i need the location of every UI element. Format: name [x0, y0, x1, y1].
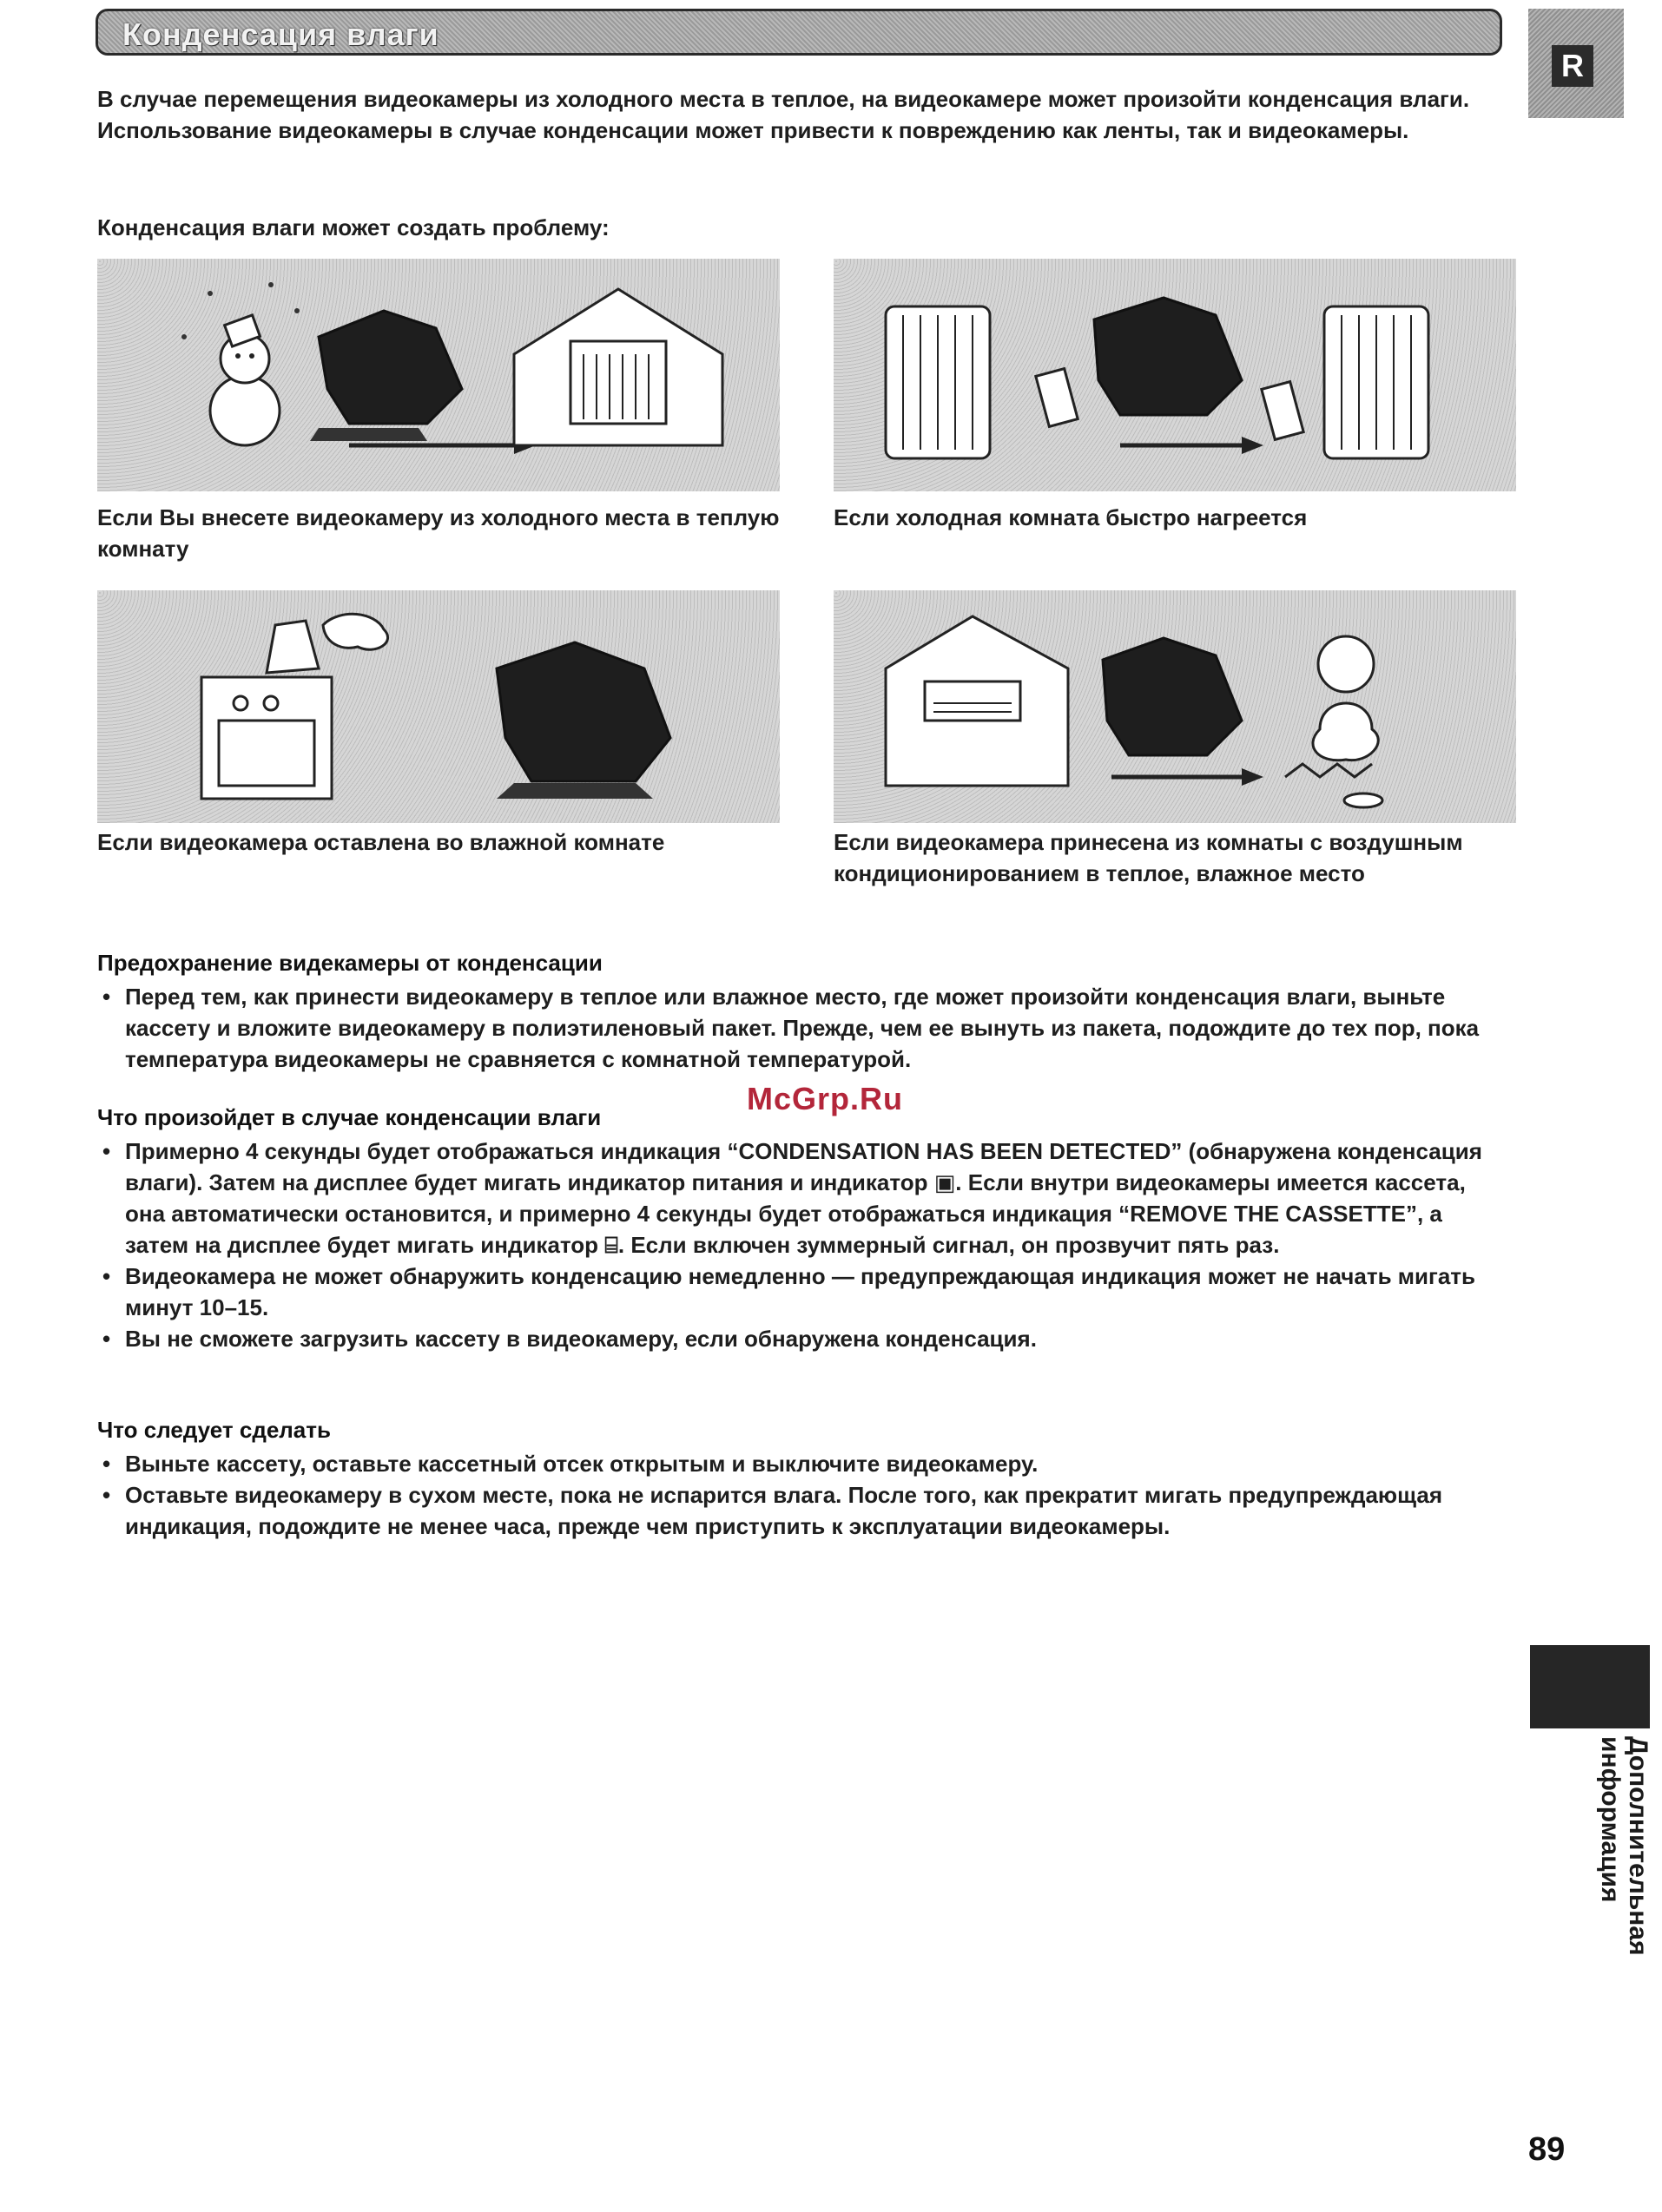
figure-caption-4: Если видеокамера принесена из комнаты с воздушным кондиционированием в теплое, влажное место [834, 829, 1463, 886]
side-tab-label: Дополнительная информация [1596, 1736, 1652, 1956]
lead-paragraph: Конденсация влаги может создать проблему: [97, 214, 610, 240]
illustration-humid-room [97, 590, 780, 823]
figure-caption-2: Если холодная комната быстро нагреется [834, 504, 1308, 530]
side-tab-marker [1530, 1645, 1650, 1728]
section-heading-prevention: Предохранение видекамеры от конденсации [97, 950, 603, 976]
figure-caption-3: Если видеокамера оставлена во влажной комнате [97, 829, 665, 855]
list-item: • Перед тем, как принести видеокамеру в теплое или влажное место, где может произойти конденсация влаги, выньте кассету и вложите видеокамеру в полиэтиленовый пакет. Прежде, чем ее вынуть из пакета, подождите до тех пор, пока температура видеокамеры не сравняется с комнатной температурой. [97, 981, 1487, 1075]
figure-caption-1: Если Вы внесете видеокамеру из холодного места в теплую комнату [97, 504, 780, 562]
section-heading-what-happens: Что произойдет в случае конденсации влаги [97, 1104, 602, 1130]
page-title: Конденсация влаги [122, 16, 439, 52]
page-number: 89 [1528, 2131, 1566, 2168]
list-item: • Видеокамера не может обнаружить конденсацию немедленно — предупреждающая индикация может не начать мигать минут 10–15. [97, 1261, 1487, 1323]
illustration-room-heats-quickly [834, 259, 1516, 491]
language-tab-letter: R [1552, 45, 1593, 87]
what-happens-list [97, 1136, 1487, 1354]
list-item: • Выньте кассету, оставьте кассетный отсек открытым и выключите видеокамеру. [97, 1448, 1487, 1479]
side-tab [1530, 1736, 1652, 2031]
list-item: • Оставьте видеокамеру в сухом месте, пока не испарится влага. После того, как прекратит мигать предупреждающая индикация, подождите не менее часа, прежде чем приступить к эксплуатации видеокамеры. [97, 1479, 1487, 1542]
prevention-list [97, 981, 1487, 1075]
intro-paragraph: В случае перемещения видеокамеры из холодного места в теплое, на видеокамере может произойти конденсация влаги. Использование видеокамеры в случае конденсации может привести к повреждению как ленты, так и видеокамеры. [97, 86, 1470, 143]
what-to-do-list [97, 1448, 1487, 1542]
language-tab [1528, 9, 1624, 118]
illustration-cold-to-warm [97, 259, 780, 491]
list-item: • Вы не сможете загрузить кассету в видеокамеру, если обнаружена конденсация. [97, 1323, 1487, 1354]
illustration-ac-to-humid [834, 590, 1516, 823]
watermark: McGrp.Ru [747, 1081, 904, 1116]
list-item: • Примерно 4 секунды будет отображаться индикация “CONDENSATION HAS BEEN DETECTED” (обнаружена конденсация влаги). Затем на дисплее будет мигать индикатор питания и индикатор ▣. Если внутри видеокамеры имеется кассета, она автоматически остановится, и примерно 4 секунды будет отображаться индикация “REMOVE THE CASSETTE”, а затем на дисплее будет мигать индикатор ⌸. Если включен зуммерный сигнал, он прозвучит пять раз. [97, 1136, 1487, 1261]
section-heading-what-to-do: Что следует сделать [97, 1417, 331, 1443]
section-title-bar [96, 9, 1502, 56]
